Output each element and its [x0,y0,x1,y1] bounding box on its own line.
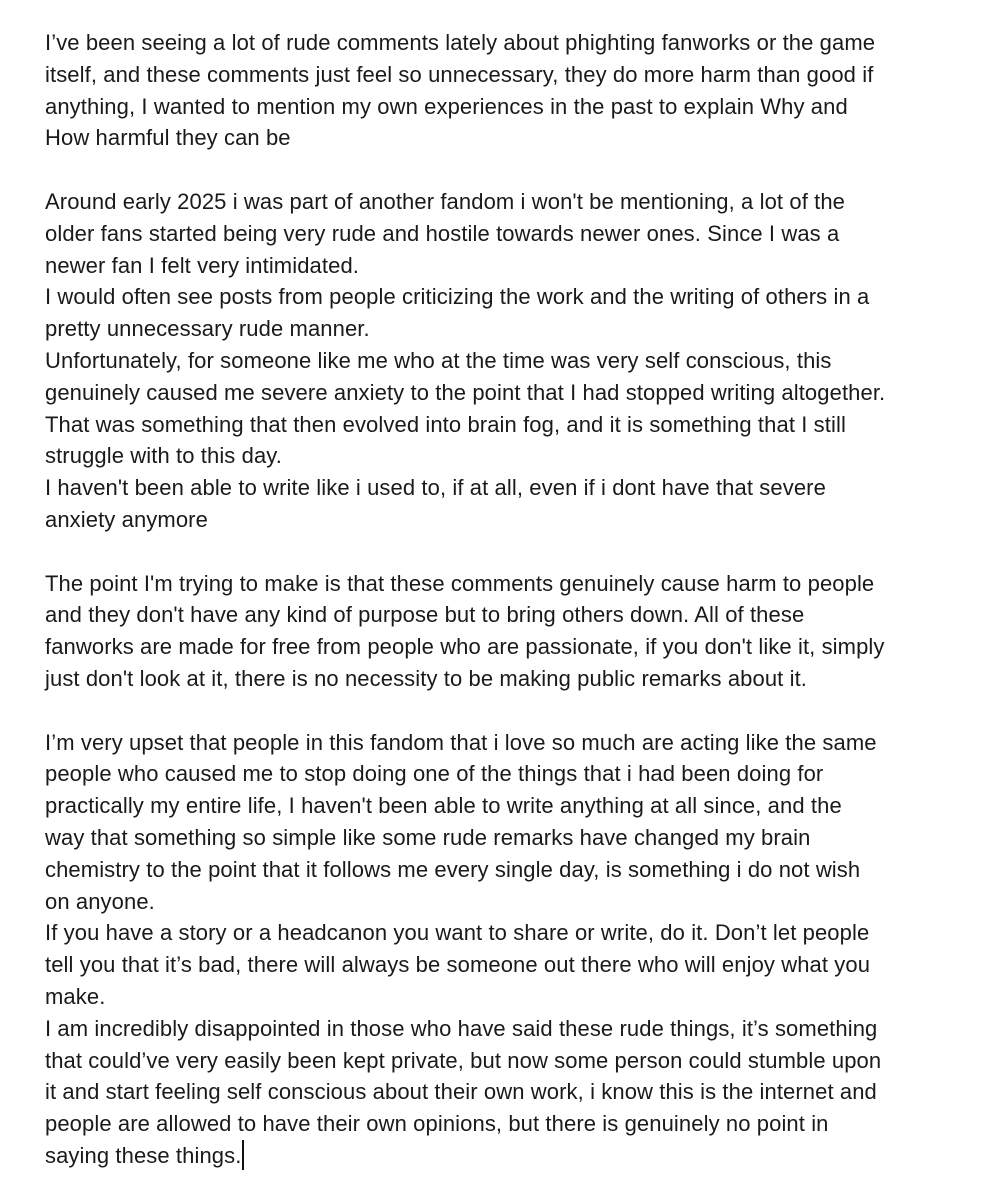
note-line: older fans started being very rude and hostile towards newer ones. Since I was a [45,220,840,246]
note-line: itself, and these comments just feel so unnecessary, they do more harm than good if [45,61,874,87]
note-line: How harmful they can be [45,125,291,151]
note-line: That was something that then evolved into brain fog, and it is something that I still [45,411,846,437]
note-line: Around early 2025 i was part of another fandom i won't be mentioning, a lot of the [45,188,845,214]
note-line: chemistry to the point that it follows me every single day, is something i do not wish [45,856,861,882]
note-line: people who caused me to stop doing one of the things that i had been doing for [45,761,824,787]
text-cursor [242,1140,244,1170]
note-line: The point I'm trying to make is that these comments genuinely cause harm to people [45,570,875,596]
note-line: make. [45,983,106,1009]
note-line: tell you that it’s bad, there will always be someone out there who will enjoy what you [45,952,871,978]
last-note-line [45,1140,975,1172]
note-line-text: saying these things. [45,1142,242,1168]
note-line: pretty unnecessary rude manner. [45,316,370,342]
note-line: anxiety anymore [45,506,208,532]
note-line: I’ve been seeing a lot of rude comments lately about phighting fanworks or the game [45,30,876,55]
note-line: struggle with to this day. [45,443,282,469]
note-line: practically my entire life, I haven't been able to write anything at all since, and the [45,793,842,819]
note-line: way that something so simple like some rude remarks have changed my brain [45,824,811,850]
note-line: I’m very upset that people in this fandom that i love so much are acting like the same [45,729,877,755]
note-line: just don't look at it, there is no necessity to be making public remarks about it. [45,665,807,691]
note-line: I would often see posts from people criticizing the work and the writing of others in a [45,284,870,310]
note-line: I haven't been able to write like i used to, if at all, even if i dont have that severe [45,475,826,501]
blank-line [45,536,975,568]
blank-line [45,695,975,727]
note-text-editor[interactable] [45,27,975,1172]
note-line: anything, I wanted to mention my own experiences in the past to explain Why and [45,93,848,119]
note-line: and they don't have any kind of purpose but to bring others down. All of these [45,602,805,628]
note-line: on anyone. [45,888,155,914]
note-line: it and start feeling self conscious about their own work, i know this is the internet and [45,1079,877,1105]
note-line: people are allowed to have their own opinions, but there is genuinely no point in [45,1111,829,1137]
note-line: newer fan I felt very intimidated. [45,252,359,278]
note-line: genuinely caused me severe anxiety to the point that I had stopped writing altogether. [45,379,886,405]
note-line: Unfortunately, for someone like me who at the time was very self conscious, this [45,347,832,373]
blank-line [45,154,975,186]
note-line: that could’ve very easily been kept private, but now some person could stumble upon [45,1047,882,1073]
note-line: fanworks are made for free from people who are passionate, if you don't like it, simply [45,634,885,660]
note-line: If you have a story or a headcanon you want to share or write, do it. Don’t let people [45,920,870,946]
note-line: I am incredibly disappointed in those who have said these rude things, it’s something [45,1015,878,1041]
